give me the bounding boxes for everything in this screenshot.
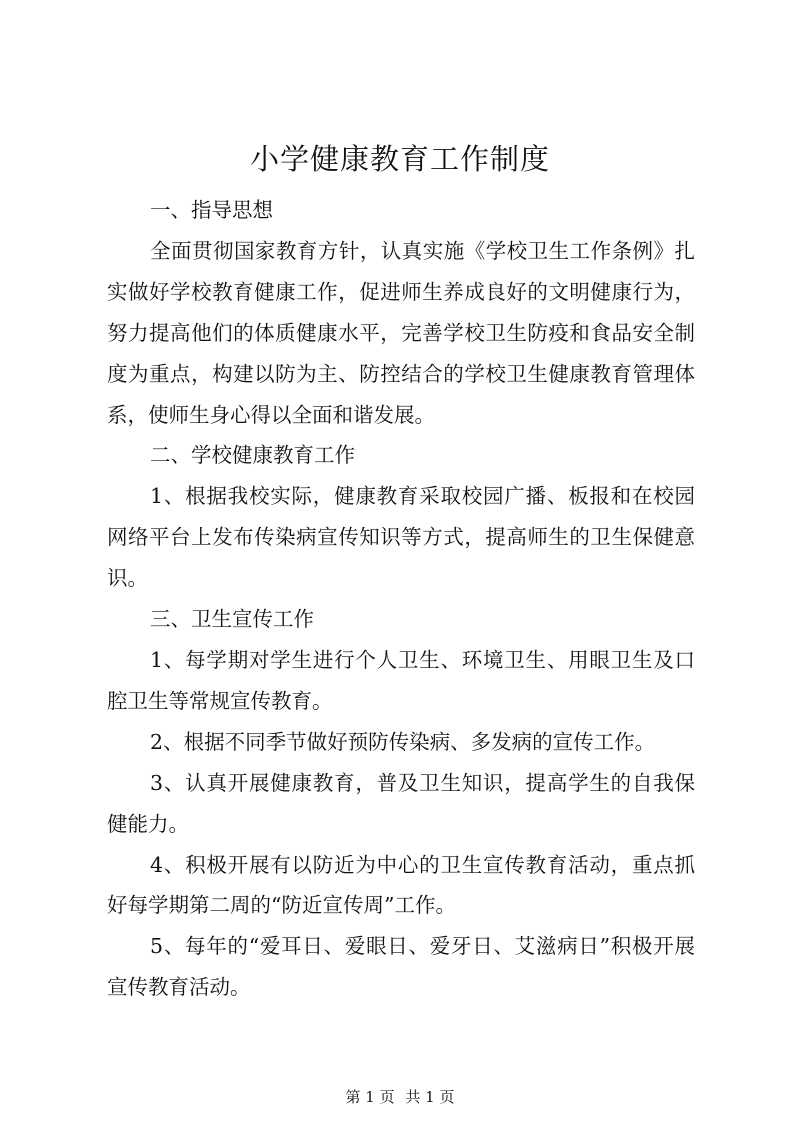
paragraph-publicity-item-1: 1、每学期对学生进行个人卫生、环境卫生、用眼卫生及口腔卫生等常规宣传教育。 [107,647,695,713]
paragraph-guiding-thought: 全面贯彻国家教育方针，认真实施《学校卫生工作条例》扎实做好学校教育健康工作，促进师生养成良好的文明健康行为，努力提高他们的体质健康水平，完善学校卫生防疫和食品安全制度为重点，构建以防为主、防控结合的学校卫生健康教育管理体系，使师生身心得以全面和谐发展。 [107,238,695,427]
paragraph-publicity-item-3: 3、认真开展健康教育，普及卫生知识，提高学生的自我保健能力。 [107,770,695,836]
paragraph-publicity-item-2: 2、根据不同季节做好预防传染病、多发病的宣传工作。 [150,729,656,754]
page-number: 第 1 页 [345,1088,395,1106]
paragraph-publicity-item-5: 5、每年的“爱耳日、爱眼日、爱牙日、艾滋病日”积极开展宣传教育活动。 [107,934,695,1000]
document-title: 小学健康教育工作制度 [249,142,550,176]
page-total: 共 1 页 [405,1088,455,1106]
section-heading-hygiene-publicity: 三、卫生宣传工作 [150,607,315,632]
paragraph-school-health-item-1: 1、根据我校实际，健康教育采取校园广播、板报和在校园网络平台上发布传染病宣传知识等方式，提高师生的卫生保健意识。 [107,484,695,591]
page-footer [0,1087,800,1107]
section-heading-guiding-thought: 一、指导思想 [150,198,274,222]
document-body [107,190,695,1008]
section-heading-school-health-education: 二、学校健康教育工作 [150,443,356,468]
paragraph-publicity-item-4: 4、积极开展有以防近为中心的卫生宣传教育活动，重点抓好每学期第二周的“防近宣传周”工作。 [107,852,695,918]
